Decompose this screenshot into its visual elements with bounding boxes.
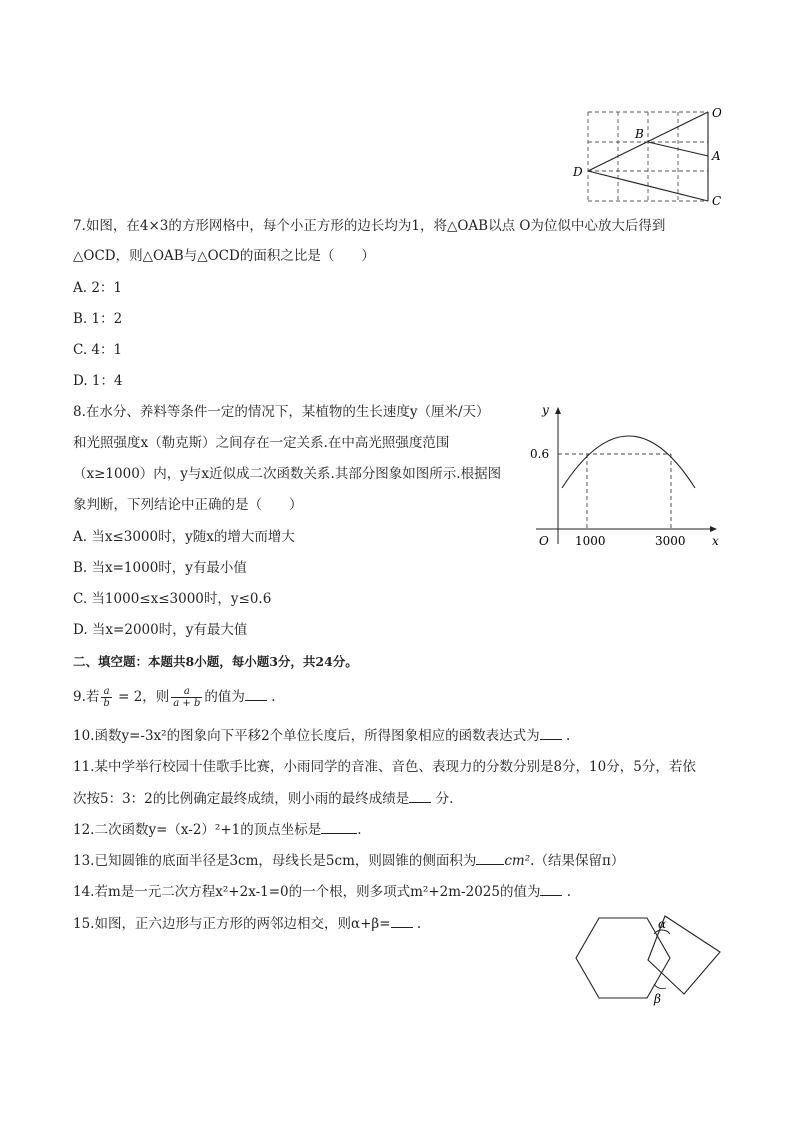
q9-fraction-2: $\frac{a}{a + b}$ (173, 686, 201, 709)
q9-prefix: 9.若 (73, 689, 100, 705)
q13-answer-blank[interactable] (476, 850, 504, 865)
q9-suffix: 的值为 (204, 689, 245, 705)
q15-answer-blank[interactable] (391, 913, 413, 928)
q12-text: 12.二次函数y=（x-2）²+1的顶点坐标是 (73, 822, 322, 838)
q12-answer-blank[interactable] (321, 819, 357, 834)
q14-text: 14.若m是一元二次方程x²+2x-1=0的一个根，则多项式m²+2m-2025的值为 (73, 884, 541, 900)
q12-stem (73, 819, 362, 840)
q7-option-b: B. 1：2 (73, 311, 123, 327)
q8-option-a: A. 当x≤3000时，y随x的增大而增大 (73, 529, 295, 545)
q11-stem-line2 (73, 788, 453, 809)
axis-label-x: x (712, 534, 719, 548)
label-O: O (712, 106, 722, 120)
q10-stem (73, 725, 570, 746)
q11-answer-blank[interactable] (409, 788, 431, 803)
q10-answer-blank[interactable] (540, 725, 562, 740)
q12-end: . (357, 822, 362, 838)
label-C: C (712, 194, 722, 208)
q8-stem-line2: 和光照强度x（勒克斯）之间存在一定关系.在中高光照强度范围 (73, 435, 450, 451)
tick-label-x1: 1000 (575, 534, 606, 548)
tick-label-y: 0.6 (530, 447, 550, 461)
label-D: D (573, 165, 583, 179)
q11-stem-line1: 11.某中学举行校园十佳歌手比赛，小雨同学的音准、音色、表现力的分数分别是8分，10分，5分，若依 (73, 759, 696, 775)
q9-answer-blank[interactable] (245, 686, 267, 701)
section-2-title: 二、填空题：本题共8小题，每小题3分，共24分。 (73, 654, 358, 669)
q10-end: . (565, 728, 571, 744)
q9-end: . (271, 689, 276, 705)
q15-text: 15.如图，正六边形与正方形的两邻边相交，则α+β= (73, 916, 391, 932)
q14-answer-blank[interactable] (540, 881, 562, 896)
q7-grid-figure (570, 104, 730, 209)
label-beta: β (654, 992, 661, 1006)
q8-option-d: D. 当x=2000时，y有最大值 (73, 622, 248, 638)
q13-text: 13.已知圆锥的底面半径是3cm，母线长是5cm，则圆锥的侧面积为 (73, 853, 477, 869)
q9-stem (73, 682, 275, 712)
axis-label-y: y (542, 403, 549, 417)
q13-unit: cm² (504, 853, 531, 869)
q7-option-c: C. 4：1 (73, 342, 123, 358)
q15-end: . (416, 916, 422, 932)
q7-option-d: D. 1：4 (73, 373, 123, 389)
q10-text: 10.函数y=-3x²的图象向下平移2个单位长度后，所得图象相应的函数表达式为 (73, 728, 540, 744)
label-A: A (712, 149, 721, 163)
q14-end: . (566, 884, 572, 900)
q13-stem (73, 850, 624, 871)
q7-stem-line1: 7.如图，在4×3的方形网格中，每个小正方形的边长均为1，将△OAB以点 O为位似中心放大后得到 (73, 218, 666, 234)
q11-text: 次按5：3：2的比例确定最终成绩，则小雨的最终成绩是 (73, 791, 410, 807)
q7-option-a: A. 2：1 (73, 280, 123, 296)
q8-stem-line3: （x≥1000）内，y与x近似成二次函数关系.其部分图象如图所示.根据图 (73, 466, 502, 482)
q14-stem (73, 881, 571, 902)
q8-parabola-figure (528, 398, 728, 550)
q8-option-b: B. 当x=1000时，y有最小值 (73, 560, 247, 576)
q9-fraction-1: $\frac{a}{b}$ (103, 686, 110, 709)
origin-label: O (539, 534, 549, 548)
q8-option-c: C. 当1000≤x≤3000时，y≤0.6 (73, 591, 272, 607)
tick-label-x2: 3000 (655, 534, 686, 548)
q13-end: .（结果保留π） (530, 853, 625, 869)
q8-stem-line1: 8.在水分、养料等条件一定的情况下，某植物的生长速度y（厘米/天） (73, 404, 490, 420)
q8-stem-line4: 象判断，下列结论中正确的是（ ） (73, 497, 303, 513)
q15-hexagon-square-figure (570, 912, 728, 1012)
label-alpha: α (658, 917, 667, 931)
q9-eq: = 2，则 (113, 689, 170, 705)
label-B: B (635, 127, 644, 141)
q11-end: 分. (435, 791, 454, 807)
q15-stem (73, 913, 421, 934)
q7-stem-line2: △OCD，则△OAB与△OCD的面积之比是（ ） (73, 248, 375, 264)
